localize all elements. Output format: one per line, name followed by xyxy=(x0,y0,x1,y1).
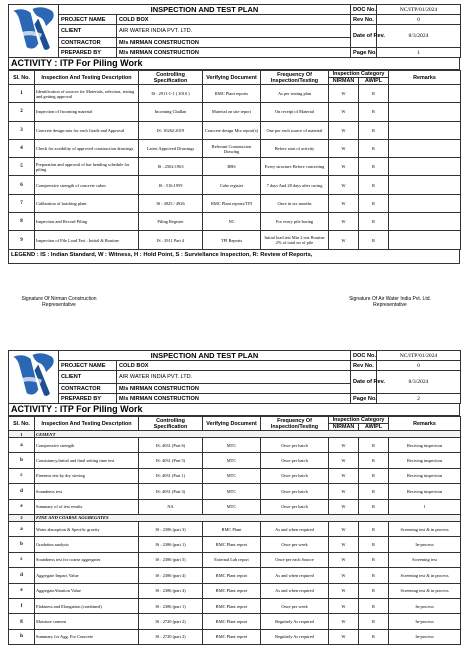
row-awipl: R xyxy=(359,552,389,567)
col-verifying-document: Verifying Document xyxy=(203,417,261,431)
col-awipl: AWIPL xyxy=(359,78,389,85)
row-nirman: W xyxy=(329,629,359,644)
row-description: Preparation and approval of bar bending schedule for piling xyxy=(35,158,139,176)
row-nirman: W xyxy=(329,484,359,499)
company-logo-2 xyxy=(9,351,59,404)
row-sno: f xyxy=(9,598,35,613)
table-row xyxy=(9,231,461,249)
row-awipl: R xyxy=(359,598,389,613)
row-awipl: R xyxy=(359,231,389,249)
table-row xyxy=(9,194,461,212)
row-sno: b xyxy=(9,537,35,552)
plan-title: INSPECTION AND TEST PLAN xyxy=(59,351,351,361)
row-specification: Piling Register xyxy=(139,213,203,231)
row-remarks xyxy=(389,85,461,103)
row-verifying-document: MTC xyxy=(203,484,261,499)
row-awipl: R xyxy=(359,213,389,231)
row-nirman: W xyxy=(329,213,359,231)
row-specification: IS: 4031 (Part 5) xyxy=(139,453,203,468)
row-description: Inspection of Incoming material xyxy=(35,103,139,121)
row-verifying-document: RMC Plant report xyxy=(203,583,261,598)
row-sno: e xyxy=(9,583,35,598)
activity-title: ACTIVITY : ITP For Piling Work xyxy=(8,58,460,70)
table-row xyxy=(9,121,461,139)
row-sno: a xyxy=(9,438,35,453)
table-row xyxy=(9,499,461,514)
company-logo xyxy=(9,5,59,58)
col-nirman: NIRMAN xyxy=(329,78,359,85)
row-specification: IS: 10262:2019 xyxy=(139,121,203,139)
row-awipl: R xyxy=(359,438,389,453)
row-remarks xyxy=(389,194,461,212)
row-verifying-document: TPI Reports xyxy=(203,231,261,249)
row-specification: IS : 2386 (part 3) xyxy=(139,521,203,536)
row-awipl: R xyxy=(359,468,389,483)
row-specification: IS: 4031 (Part 3) xyxy=(139,484,203,499)
contractor-value: M/s NIRMAN CONSTRUCTION xyxy=(117,384,351,394)
row-description: Compressive strength xyxy=(35,438,139,453)
row-specification: IS : 2386 (part 5) xyxy=(139,552,203,567)
row-remarks: In-process xyxy=(389,614,461,629)
row-description: Soundness test xyxy=(35,484,139,499)
row-verifying-document: RMC Plant report xyxy=(203,629,261,644)
row-description: Flakiness and Elongation (combined) xyxy=(35,598,139,613)
row-description: Summary of of test results xyxy=(35,499,139,514)
row-specification: IS : 2386 (part 4) xyxy=(139,583,203,598)
row-frequency: Regularly As required xyxy=(261,614,329,629)
row-sno: 4 xyxy=(9,139,35,157)
row-awipl: R xyxy=(359,537,389,552)
row-sno: c xyxy=(9,552,35,567)
itp-table xyxy=(8,70,461,250)
rev-no-label: Rev No. xyxy=(351,15,377,25)
row-nirman: W xyxy=(329,121,359,139)
row-specification: IS : 516:1959 xyxy=(139,176,203,194)
row-specification: IS : 4925 / 4926 xyxy=(139,194,203,212)
row-sno: d xyxy=(9,568,35,583)
doc-no-value: NC/ITP/01/2024 xyxy=(377,5,461,15)
row-frequency: Once per week xyxy=(261,537,329,552)
row-specification: IS : 2720 (part 2) xyxy=(139,614,203,629)
page-no-label: Page No. xyxy=(351,394,377,404)
row-awipl: R xyxy=(359,521,389,536)
row-verifying-document: Relevant Construction Drawing xyxy=(203,139,261,157)
row-sno: 6 xyxy=(9,176,35,194)
table-row xyxy=(9,213,461,231)
row-remarks: In-process xyxy=(389,629,461,644)
col-inspection-category: Inspection Category xyxy=(329,417,389,424)
row-nirman: W xyxy=(329,598,359,613)
row-description: Inspection and Record Piling xyxy=(35,213,139,231)
col-specification: Controlling Specification xyxy=(139,71,203,85)
table-row xyxy=(9,629,461,644)
nirman-logo-icon xyxy=(9,351,58,401)
row-remarks: In-process xyxy=(389,598,461,613)
row-description: Check for avaibility of approved construction drawings xyxy=(35,139,139,157)
row-frequency: Once per batch xyxy=(261,484,329,499)
row-remarks xyxy=(389,176,461,194)
table-row xyxy=(9,158,461,176)
row-frequency: One per each source of material xyxy=(261,121,329,139)
row-awipl: R xyxy=(359,583,389,598)
table-row xyxy=(9,139,461,157)
row-nirman: W xyxy=(329,583,359,598)
prepared-by-value: M/s NIRMAN CONSTRUCTION xyxy=(117,394,351,404)
row-sno: h xyxy=(9,629,35,644)
row-description: Aggregate Impact Value xyxy=(35,568,139,583)
row-specification: IS : 2911 Part 4 xyxy=(139,231,203,249)
prepared-by-label: PREPARED BY xyxy=(59,48,117,58)
row-description: Soundness test for coarse aggregates xyxy=(35,552,139,567)
page-no-value: 1 xyxy=(377,48,461,58)
table-row xyxy=(9,85,461,103)
row-frequency: Once per batch xyxy=(261,453,329,468)
row-remarks: Reciving inspection xyxy=(389,438,461,453)
row-awipl: R xyxy=(359,103,389,121)
row-verifying-document: RMC Plant reports xyxy=(203,85,261,103)
row-description: Concrete design mix for each Grade and Approval xyxy=(35,121,139,139)
col-nirman: NIRMAN xyxy=(329,424,359,431)
row-sno: 8 xyxy=(9,213,35,231)
row-nirman: W xyxy=(329,231,359,249)
row-sno: 1 xyxy=(9,85,35,103)
table-row xyxy=(9,614,461,629)
table-row xyxy=(9,552,461,567)
row-sno: a xyxy=(9,521,35,536)
col-description: Inspection And Testing Description xyxy=(35,71,139,85)
row-nirman: W xyxy=(329,499,359,514)
row-verifying-document: RMC Plant report xyxy=(203,568,261,583)
document-header-2 xyxy=(8,350,461,404)
table-row xyxy=(9,568,461,583)
row-frequency: As per testing plan xyxy=(261,85,329,103)
row-awipl: R xyxy=(359,85,389,103)
col-sno: Sl. No. xyxy=(9,417,35,431)
row-nirman: W xyxy=(329,552,359,567)
row-nirman: W xyxy=(329,103,359,121)
project-name-value: COLD BOX xyxy=(117,15,351,25)
row-remarks xyxy=(389,103,461,121)
row-remarks xyxy=(389,121,461,139)
row-verifying-document: MTC xyxy=(203,438,261,453)
col-frequency: Frequency Of Inspection/Testing xyxy=(261,417,329,431)
plan-title: INSPECTION AND TEST PLAN xyxy=(59,5,351,15)
row-sno: 5 xyxy=(9,158,35,176)
row-sno: e xyxy=(9,499,35,514)
row-verifying-document: Cube register xyxy=(203,176,261,194)
row-specification: IS: 4031 (Part 6) xyxy=(139,438,203,453)
row-frequency: Once per batch xyxy=(261,499,329,514)
nirman-logo-icon xyxy=(9,5,58,55)
page-no-label: Page No. xyxy=(351,48,377,58)
row-awipl: R xyxy=(359,484,389,499)
table-row xyxy=(9,583,461,598)
date-value: 8/3/2024 xyxy=(377,25,461,48)
table-row xyxy=(9,537,461,552)
row-remarks: Reciving inspection xyxy=(389,453,461,468)
activity-title: ACTIVITY : ITP For Piling Work xyxy=(8,404,460,416)
row-remarks xyxy=(389,213,461,231)
table-row xyxy=(9,484,461,499)
doc-no-value: NC/ITP/01/2024 xyxy=(377,351,461,361)
row-nirman: W xyxy=(329,438,359,453)
rev-no-value: 0 xyxy=(377,361,461,371)
row-awipl: R xyxy=(359,194,389,212)
row-sno: 7 xyxy=(9,194,35,212)
table-row xyxy=(9,598,461,613)
row-frequency: Before start of activity xyxy=(261,139,329,157)
row-remarks: Screening test xyxy=(389,552,461,567)
row-verifying-document: RMC Plant report xyxy=(203,537,261,552)
row-verifying-document: MTC xyxy=(203,499,261,514)
table-row xyxy=(9,103,461,121)
rev-no-value: 0 xyxy=(377,15,461,25)
row-frequency: As and when required xyxy=(261,568,329,583)
row-verifying-document: BBS xyxy=(203,158,261,176)
row-verifying-document: RMC Plant report xyxy=(203,598,261,613)
row-nirman: W xyxy=(329,158,359,176)
row-frequency: For every pile boring xyxy=(261,213,329,231)
row-nirman: W xyxy=(329,453,359,468)
row-remarks: Screening test & in process xyxy=(389,521,461,536)
signature-air-water: Signature Of Air Water India Pvt. Ltd. Representative xyxy=(349,296,431,308)
section-title: CEMENT xyxy=(35,431,461,438)
row-specification: IS : 2911-1-1 ( 2010 ) xyxy=(139,85,203,103)
client-label: CLIENT xyxy=(59,25,117,38)
table-row xyxy=(9,453,461,468)
row-verifying-document: RMC Plant report xyxy=(203,614,261,629)
row-specification: IS : 2502:1963 xyxy=(139,158,203,176)
row-awipl: R xyxy=(359,499,389,514)
row-frequency: On receipt of Material xyxy=(261,103,329,121)
row-awipl: R xyxy=(359,614,389,629)
row-verifying-document: External Lab report xyxy=(203,552,261,567)
client-value: AIR WATER INDIA PVT. LTD. xyxy=(117,25,351,38)
row-awipl: R xyxy=(359,453,389,468)
row-frequency: Once per each Source xyxy=(261,552,329,567)
row-nirman: W xyxy=(329,614,359,629)
row-remarks: In-process xyxy=(389,537,461,552)
itp-page-2 xyxy=(8,350,460,645)
row-sno: b xyxy=(9,453,35,468)
row-sno: 3 xyxy=(9,121,35,139)
row-nirman: W xyxy=(329,176,359,194)
section-row xyxy=(9,514,461,521)
row-description: Inspection of Pile Load Test : Initial & Routine xyxy=(35,231,139,249)
project-name-label: PROJECT NAME xyxy=(59,15,117,25)
row-description: Moisture content xyxy=(35,614,139,629)
row-remarks xyxy=(389,158,461,176)
row-frequency: 7 days And 28 days after curing xyxy=(261,176,329,194)
col-sno: Sl. No. xyxy=(9,71,35,85)
row-description: Calibration of batching plant xyxy=(35,194,139,212)
row-remarks: Reciving inspection xyxy=(389,468,461,483)
row-awipl: R xyxy=(359,139,389,157)
row-sno: c xyxy=(9,468,35,483)
row-awipl: R xyxy=(359,629,389,644)
row-specification: IS : 2386 (part 4) xyxy=(139,568,203,583)
row-remarks: Screening test & in process xyxy=(389,583,461,598)
row-nirman: W xyxy=(329,568,359,583)
project-name-value: COLD BOX xyxy=(117,361,351,371)
client-value: AIR WATER INDIA PVT. LTD. xyxy=(117,371,351,384)
col-description: Inspection And Testing Description xyxy=(35,417,139,431)
row-sno: 1 xyxy=(9,431,35,438)
row-specification: Latest Approved Drawings xyxy=(139,139,203,157)
project-name-label: PROJECT NAME xyxy=(59,361,117,371)
row-frequency: Once per week xyxy=(261,598,329,613)
row-nirman: W xyxy=(329,468,359,483)
row-description: Consistancy,Initial and final setting time test xyxy=(35,453,139,468)
col-remarks: Remarks xyxy=(389,417,461,431)
contractor-value: M/s NIRMAN CONSTRUCTION xyxy=(117,38,351,48)
row-verifying-document: RMC Plant xyxy=(203,521,261,536)
contractor-label: CONTRACTOR xyxy=(59,38,117,48)
row-frequency: Every structure Before concreting xyxy=(261,158,329,176)
date-label: Date of Rev. xyxy=(351,371,377,394)
row-description: Compressive strength of concrete cubes xyxy=(35,176,139,194)
rev-no-label: Rev No. xyxy=(351,361,377,371)
row-specification: NA xyxy=(139,499,203,514)
page-no-value: 2 xyxy=(377,394,461,404)
doc-no-label: DOC No. xyxy=(351,351,377,361)
client-label: CLIENT xyxy=(59,371,117,384)
row-frequency: Initial load test Min 2 test Routine 2% of total no of pile xyxy=(261,231,329,249)
row-sno: 2 xyxy=(9,103,35,121)
row-awipl: R xyxy=(359,568,389,583)
row-remarks xyxy=(389,231,461,249)
row-description: Summary for Agg. For Concrete xyxy=(35,629,139,644)
row-awipl: R xyxy=(359,121,389,139)
row-awipl: R xyxy=(359,158,389,176)
row-specification: IS : 2386 (part 1) xyxy=(139,537,203,552)
row-frequency: As and when required xyxy=(261,583,329,598)
row-remarks xyxy=(389,139,461,157)
table-row xyxy=(9,468,461,483)
col-specification: Controlling Specification xyxy=(139,417,203,431)
row-nirman: W xyxy=(329,85,359,103)
col-inspection-category: Inspection Category xyxy=(329,71,389,78)
col-awipl: AWIPL xyxy=(359,424,389,431)
date-value: 8/3/2024 xyxy=(377,371,461,394)
row-sno: 9 xyxy=(9,231,35,249)
prepared-by-value: M/s NIRMAN CONSTRUCTION xyxy=(117,48,351,58)
table-row xyxy=(9,438,461,453)
row-sno: d xyxy=(9,484,35,499)
row-specification: IS: 4031 (Part 1) xyxy=(139,468,203,483)
row-verifying-document: MTC xyxy=(203,468,261,483)
signature-nirman: Signature Of Nirman Construction Representative xyxy=(21,296,97,308)
row-remarks: Reciving inspection xyxy=(389,484,461,499)
itp-table-2 xyxy=(8,416,461,645)
row-specification: IS : 2386 (part 1) xyxy=(139,598,203,613)
row-sno: g xyxy=(9,614,35,629)
row-remarks: 1 xyxy=(389,499,461,514)
col-remarks: Remarks xyxy=(389,71,461,85)
row-nirman: W xyxy=(329,194,359,212)
row-sno: 2 xyxy=(9,514,35,521)
row-frequency: Once in six months xyxy=(261,194,329,212)
row-frequency: Once per batch xyxy=(261,438,329,453)
row-verifying-document: MTC xyxy=(203,453,261,468)
row-nirman: W xyxy=(329,537,359,552)
row-specification: Incoming Challan xyxy=(139,103,203,121)
itp-page-1 xyxy=(8,4,460,264)
legend: LEGEND : IS : Indian Standard, W : Witness, H : Hold Point, S : Surviellance Inspection, R: Review of Reports, xyxy=(8,250,460,264)
row-description: Gradation analysis xyxy=(35,537,139,552)
row-nirman: W xyxy=(329,139,359,157)
row-verifying-document: NC xyxy=(203,213,261,231)
row-frequency: As and when required xyxy=(261,521,329,536)
col-verifying-document: Verifying Document xyxy=(203,71,261,85)
row-description: AggregateAbration Value xyxy=(35,583,139,598)
row-specification: IS : 2720 (part 2) xyxy=(139,629,203,644)
section-row xyxy=(9,431,461,438)
row-remarks: Screening test & in process xyxy=(389,568,461,583)
table-row xyxy=(9,521,461,536)
contractor-label: CONTRACTOR xyxy=(59,384,117,394)
doc-no-label: DOC No. xyxy=(351,5,377,15)
row-verifying-document: RMC Plant reports/TPI xyxy=(203,194,261,212)
document-header xyxy=(8,4,461,58)
row-description: Identification of sources for Materials, selection, testing and getting approval xyxy=(35,85,139,103)
prepared-by-label: PREPARED BY xyxy=(59,394,117,404)
row-description: Fineness test by dry sieving xyxy=(35,468,139,483)
row-description: Water absorption & Specific gravity xyxy=(35,521,139,536)
row-verifying-document: Concrete design Mix report(s) xyxy=(203,121,261,139)
row-frequency: Regularly As required xyxy=(261,629,329,644)
row-awipl: R xyxy=(359,176,389,194)
date-label: Date of Rev. xyxy=(351,25,377,48)
row-verifying-document: Material on site report xyxy=(203,103,261,121)
col-frequency: Frequency Of Inspection/Testing xyxy=(261,71,329,85)
row-frequency: Once per batch xyxy=(261,468,329,483)
section-title: FINE AND COARSE AGGREGATES xyxy=(35,514,461,521)
table-row xyxy=(9,176,461,194)
row-nirman: W xyxy=(329,521,359,536)
